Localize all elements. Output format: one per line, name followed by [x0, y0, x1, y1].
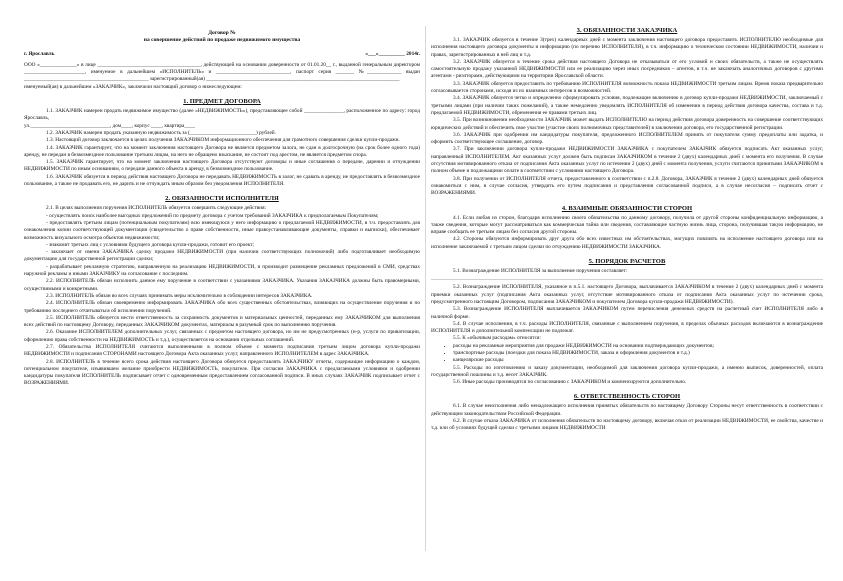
clause-5-6: 5.6. Иные расходы производятся по согласованию с ЗАКАЗЧИКОМ и компенсируются дополнительно.: [453, 379, 687, 386]
clause-5-3: 5.3. Вознаграждение ИСПОЛНИТЕЛЯ выплачивается ЗАКАЗЧИКОМ путем перечисления денежных средств на расчетный счет ИСПОЛНИТЕЛЯ либо в наличной форме.: [431, 306, 823, 320]
clause-1-1: 1.1. ЗАКАЗЧИК намерен продать недвижимое имущество (далее «НЕДВИЖИМОСТЬ»), представляющее собой _______________, расположенное по адресу: город Ярославль,: [24, 108, 420, 122]
clause-1-5: 1.5. ЗАКАЗЧИК гарантирует, что на момент заключения настоящего Договора отсутствуют договоры и иные соглашения о передаче, дарении и отчуждении НЕДВИЖИМОСТИ по иным основаниям, о передаче данного объекта в аренду, в безвозмездное пользование.: [24, 159, 420, 173]
clause-1-4: 1.4. ЗАКАЗЧИК гарантирует, что на момент заключения настоящего Договора не является предметом залога, не сдан в долгосрочную (на срок более одного года) аренду, не передан в безвозмездное пользование третьим лицам, на него не обращено взыскание, не состоит под арестом, не является предметом спора.: [24, 144, 420, 158]
section-2-heading: 2. ОБЯЗАННОСТИ ИСПОЛНИТЕЛЯ: [165, 195, 279, 203]
clause-3-5: 3.5. При возникновении необходимости ЗАКАЗЧИК может выдать ИСПОЛНИТЕЛЮ на период действия договора доверенность на совершение соответствующих юридических действий и обеспечить свое участие (участие своих полномочных представителей) в заключении договора, его государственной регистрации.: [431, 117, 823, 131]
divider-line: [431, 279, 823, 280]
clause-3-8: 3.8. При получении от ИСПОЛНИТЕЛЯ отчета, предоставленного в соответствии с п.2.8. Договора, ЗАКАЗЧИК в течение 2 (двух) календарных дней обязуется ознакомиться с ним, в случае согласия, утвердить его путем подписания и представления согласованной подписи, а в случае несогласия – подписать отчет с ВОЗРАЖЕНИЯМИ.: [431, 175, 823, 197]
city-date-row: [24, 51, 420, 58]
preamble-parties: ООО «______________» в лице _______________________________________, действующей на основании доверенности от 01.01.20__ г., выданной генеральным директором _______________________, именуемое в дальнейшем «ИСПОЛНИТЕЛЬ» и ____________________________, паспорт серия _______ №_____________ выдан _______________________________________________ зарегистрированный(ая) _________________________________________________________________________: [24, 61, 420, 83]
list-item: • канцелярские расходы: [453, 357, 823, 364]
right-column: [431, 0, 823, 577]
clause-2-2: 2.2. ИСПОЛНИТЕЛЬ обязан исполнить данное ему поручение в соответствии с указаниями ЗАКАЗЧИКА. Указания ЗАКАЗЧИКА должны быть правомерными, осуществимыми и конкретными.: [24, 278, 420, 292]
clause-2-8: 2.8. ИСПОЛНИТЕЛЬ в течение всего срока действия настоящего Договора обязуется предоставлять ЗАКАЗЧИКУ отчеты, содержащие информацию о каждом, потенциальном покупателе, изъявившем желание приобрести НЕДВИЖИМОСТЬ, покупателе. При согласии ЗАКАЗЧИКА с предлагаемыми условиями и одобрении кандидатуры покупателя ИСПОЛНИТЕЛЬ подписывает отчет с одновременным предоставлением согласованной подписи. В иных случаях ЗАКАЗЧИК подписывает отчет с ВОЗРАЖЕНИЯМИ.: [24, 358, 420, 387]
clause-4-1: 4.1. Если любая из сторон, благодаря исполнению своего обязательства по данному договору, получила от другой стороны конфиденциальную информацию, а также сведения, которые могут рассматриваться как коммерческая тайна или сведения, составляющие частную жизнь лица, сторона, получившая такую информацию, не вправе сообщать ее третьим лицам без согласия другой стороны.: [431, 214, 823, 236]
clause-3-2: 3.2. ЗАКАЗЧИК обязуется в течение срока действия настоящего Договора не отказываться от его условий и своих обязательств, а также не осуществлять самостоятельную продажу указанной НЕДВИЖИМОСТИ или ее реализацию через иных посредников – агентов, в т.ч. не заключать аналогичных договоров с другими агентами - риэлторами, действующими на территории Ярославской области.: [431, 58, 823, 80]
ordinary-expenses-list: [431, 343, 823, 365]
list-item: • расходы на рекламные мероприятия для продажи НЕДВИЖИМОСТИ на основании подтверждающих документов;: [453, 343, 823, 350]
section-1-heading: 1. ПРЕДМЕТ ДОГОВОРА: [183, 98, 261, 106]
clause-6-1: 6.1. В случае неисполнения либо ненадлежащего исполнения принятых обязательств по настоящему Договору Стороны несут ответственность в соответствии с действующим законодательством Российской Федерации.: [431, 403, 823, 417]
clause-1-6: 1.6. ЗАКАЗЧИК обязуется в период действия настоящего Договора не передавать НЕДВИЖИМОСТЬ в залог, не сдавать в аренду, не предоставлять в безвозмездное пользование, а также не продавать его, не дарить и не отчуждать иным образом без уведомления ИСПОЛНИТЕЛЯ.: [24, 173, 420, 188]
left-column: [24, 0, 420, 581]
clause-3-7: 3.7. При заключении договора купли-продажи НЕДВИЖИМОСТИ ЗАКАЗЧИКА с покупателем ЗАКАЗЧИК обязуется подписать Акт оказанных услуг, направленный ИСПОЛНИТЕЛЕМ. Акт оказанных услуг должен быть подписан ЗАКАЗЧИКОМ в течение 2 (двух) календарных дней с момента его получения. В случае отсутствия мотивированного отказа от подписания Акта оказанных услуг по истечении 2 (двух) дней с момента получения, услуги считаются принятыми ЗАКАЗЧИКОМ в полном объеме и подлежащими оплате в соответствии с условиями настоящего Договора.: [431, 146, 823, 175]
clause-4-2: 4.2. Стороны обязуются информировать друг друга обо всех известных им обстоятельствах, могущих повлиять на исполнение настоящего договора или на исполнение заключаемой с третьим лицом сделки по отчуждению НЕДВИЖИМОСТИ ЗАКАЗЧИКА.: [431, 236, 823, 250]
clause-2-4: 2.4. ИСПОЛНИТЕЛЬ обязан своевременно информировать ЗАКАЗЧИКА обо всех существенных обстоятельствах, влияющих на осуществление поручения и по требованию последнего отчитываться об исполнении поручений.: [24, 300, 420, 314]
clause-2-1-b: - предоставлять третьим лицам (потенциальным покупателям) всю имеющуюся у него информацию о предлагаемой НЕДВИЖИМОСТИ, в т.ч. предоставлять для ознакомления копии соответствующей документации (свидетельство о праве собственности, иные правоустанавливающие документы, справки и выписки), обеспечивает возможность визуального осмотра объектов недвижимости;: [24, 219, 420, 241]
preamble-closing: именуемый(ая) в дальнейшем «ЗАКАЗЧИК», заключили настоящий договор о нижеследующем:: [24, 83, 242, 90]
clause-2-1-a: - осуществлять поиск наиболее выгодных предложений по предмету договора с учетом требований ЗАКАЗЧИКА к предполагаемым Покупателям;: [46, 212, 379, 219]
clause-3-1: 3.1. ЗАКАЗЧИК обязуется в течение 3(трех) календарных дней с момента заключения настоящего договора предоставить ИСПОЛНИТЕЛЮ необходимые для исполнения настоящего договора документы и информацию (по перечню ИСПОЛНИТЕЛЯ), в т.ч. информацию о техническом состоянии НЕДВИЖИМОСТИ, наличии и правах, зарегистрированных в ней лиц и т.д.: [431, 37, 823, 58]
contract-subtitle: на совершение действий по продаже недвижимого имущества: [143, 37, 301, 44]
contract-title: Договор №: [208, 30, 236, 36]
clause-3-6: 3.6. ЗАКАЗЧИК при одобрении им кандидатуры покупателя, предложенного ИСПОЛНИТЕЛЕМ принять от покупателя сумму предоплаты или задатка, и оформить соответствующее соглашение, договор.: [431, 131, 823, 146]
clause-2-3: 2.3. ИСПОЛНИТЕЛЬ обязан во всех случаях принимать меры исключительно в соблюдении интересов ЗАКАЗЧИКА.: [46, 292, 313, 299]
column-divider: [425, 26, 426, 551]
clause-2-6: 2.6. Оказание ИСПОЛНИТЕЛЕМ дополнительных услуг, связанных с предметом настоящего договора, но им не предусмотренных (н-р, услуги по приватизации, оформлению права собственности на НЕДВИЖИМОСТЬ и т.д.), осуществляется на основании отдельных соглашений.: [24, 329, 420, 343]
clause-5-2: 5.2. Вознаграждение ИСПОЛНИТЕЛЯ, указанное в п.5.1. настоящего Договора, выплачивается ЗАКАЗЧИКОМ в течение 2 (двух) календарных дней с момента приемки оказанных услуг (подписания Акта оказанных услуг, отсутствие мотивированного отказа от подписания Акта оказанных услуг по истечении срока, предусмотренного настоящим Договором, подписания ЗАКАЗЧИКОМ и покупателем Договора купли-продажи НЕДВИЖИМОСТИ).: [431, 284, 823, 305]
section-3-heading: 3. ОБЯЗАННОСТИ ЗАКАЗЧИКА: [576, 27, 678, 34]
clause-6-2: 6.2. В случае отказа ЗАКАЗЧИКА от исполнения обязательств по настоящему договору, включая отказ от реализации НЕДВИЖИМОСТИ, ее свойства, качестве и т.д. или об условиях будущей сделки с третьими лицами НЕДВИЖИМОСТИ: [431, 418, 823, 432]
clause-2-1-d: - заключает от имени ЗАКАЗЧИКА сделку продажи НЕДВИЖИМОСТИ (при наличии соответствующих полномочий) либо подготавливает необходимую документацию для государственной регистрации сделки;: [24, 249, 420, 263]
clause-5-1: 5.1. Вознаграждение ИСПОЛНИТЕЛЯ за выполнение поручения составляет:: [453, 268, 628, 275]
clause-3-4: 3.4. ЗАКАЗЧИК обязуется четко и определенно сформулировать условия, подлежащие включению в договор купли-продажи НЕДВИЖИМОСТИ, заключаемый с третьими лицами (при наличии таких пожеланий), а также немедленно уведомлять ИСПОЛНИТЕЛЯ об изменении в период действия договора качества, состава и т.д. предлагаемой НЕДВИЖИМОСТИ, обременения ее правами третьих лиц.: [431, 95, 823, 116]
clause-5-4: 5.4. В случае исполнения, в т.ч. расходы ИСПОЛНИТЕЛЯ, связанные с выполнением поручения, в пределах обычных расходов включаются в вознаграждение ИСПОЛНИТЕЛЯ и дополнительной компенсации не подлежат.: [431, 320, 823, 335]
clause-2-7: 2.7. Обязательства ИСПОЛНИТЕЛЯ считаются выполненными в полном объеме с момента подписания третьим лицом договора купли-продажи НЕДВИЖИМОСТИ и подписания СТОРОНАМИ настоящего Договора Акта оказанных услуг, направленного ИСПОЛНИТЕЛЕМ в адрес ЗАКАЗЧИКА.: [24, 343, 420, 358]
clause-3-3: 3.3. ЗАКАЗЧИК обязуется предоставить по требованию ИСПОЛНИТЕЛЯ возможность показа НЕДВИЖИМОСТИ третьим лицам. Время показа предварительно согласовывается сторонами, исходя из их взаимных интересов и возможностей.: [431, 80, 823, 95]
clause-1-3: 1.3. Настоящий договор заключается в целях получения ЗАКАЗЧИКОМ информационного обеспечения для грамотного совершения сделки купли-продажи.: [46, 137, 400, 144]
clause-2-5: 2.5. ИСПОЛНИТЕЛЬ обязуется нести ответственность за сохранность документов и материальных ценностей, переданных ему ЗАКАЗЧИКОМ для выполнения всех действий по настоящему Договору, переданных ЗАКАЗЧИКОМ документах, материалы в разумный срок по выполнению поручения.: [24, 314, 420, 329]
contract-city: г. Ярославль: [24, 50, 55, 57]
section-5-heading: 5. ПОРЯДОК РАСЧЕТОВ: [588, 258, 666, 266]
clause-1-1-address: ул.______________________________, дом____, корпус ____, квартира____: [24, 122, 195, 129]
section-4-heading: 4. ВЗАИМНЫЕ ОБЯЗАННОСТИ СТОРОН: [561, 204, 693, 212]
section-6-heading: 6. ОТВЕТСТВЕННОСТЬ СТОРОН: [573, 393, 681, 401]
clause-5-5-docs: 5.5. Расходы по изготовлению и заказу документации, необходимой для заключения договора купли-продажи, а именно выписок, доверенностей, оплата государственной пошлины и т.д. несет ЗАКАЗЧИК.: [431, 364, 823, 378]
clause-2-1-c: - знакомит третьих лиц с условиями будущего договора купли-продажи, готовит его проект;: [46, 241, 254, 248]
clause-2-1-e: - разрабатывает рекламную стратегию, направленную на реализацию НЕДВИЖИМОСТИ, и производит размещение рекламных предложений в СМИ, средствах наружной рекламы и иными ЗАКАЗЧИКУ на согласование с последним.: [24, 263, 420, 278]
clause-1-2: 1.2. ЗАКАЗЧИК намерен продать указанную недвижимость за (_________________________) рублей.: [46, 129, 276, 136]
contract-date: «___»__________ 2014г.: [365, 50, 420, 57]
clause-2-1: 2.1. В целях выполнения поручения ИСПОЛНИТЕЛЬ обязуется совершить следующие действия:: [46, 205, 267, 212]
clause-5-5: 5.5. К «обычным расходам» относятся:: [453, 335, 541, 342]
list-item: • транспортные расходы (поездки для показа НЕДВИЖИМОСТИ, заказа и оформления документов и т.д.): [453, 350, 823, 357]
